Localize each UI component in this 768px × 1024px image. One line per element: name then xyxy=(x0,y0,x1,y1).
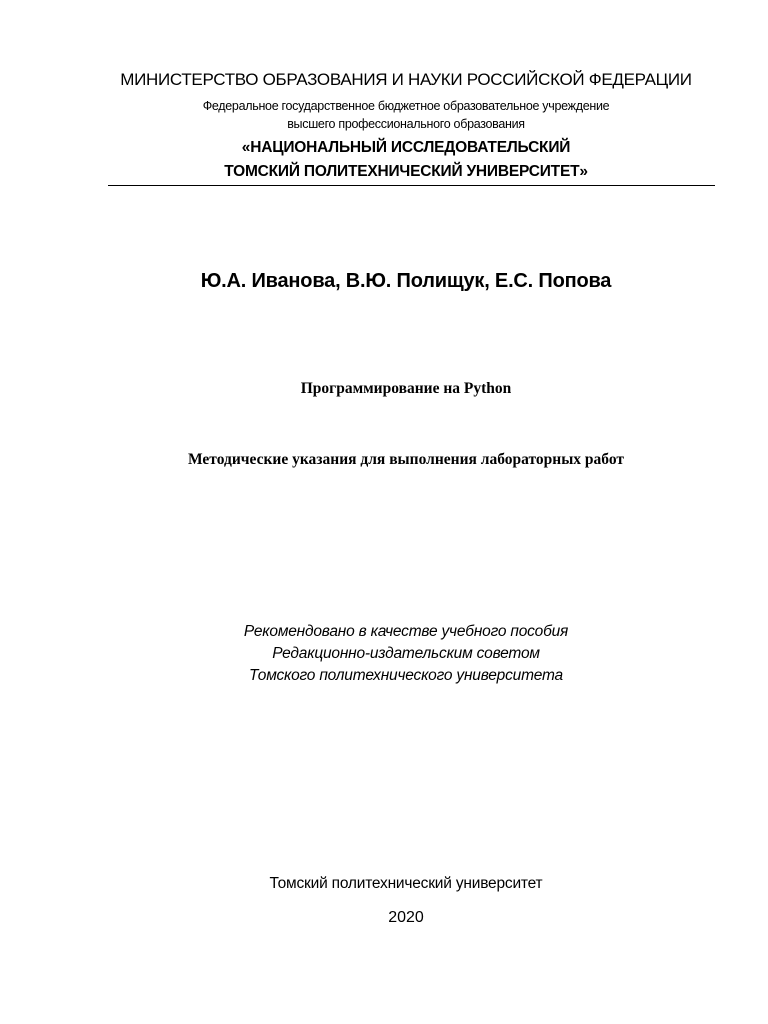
header-divider xyxy=(108,185,715,186)
institution-type-line-1: Федеральное государственное бюджетное образовательное учреждение xyxy=(202,99,610,113)
ministry-heading: МИНИСТЕРСТВО ОБРАЗОВАНИЯ И НАУКИ РОССИЙСКОЙ ФЕДЕРАЦИИ xyxy=(120,70,692,89)
university-name-line-2: ТОМСКИЙ ПОЛИТЕХНИЧЕСКИЙ УНИВЕРСИТЕТ» xyxy=(224,163,588,180)
authors: Ю.А. Иванова, В.Ю. Полищук, Е.С. Попова xyxy=(200,270,612,292)
document-title: Программирование на Python xyxy=(300,380,512,397)
institution-type-line-2: высшего профессионального образования xyxy=(287,117,525,131)
publication-year: 2020 xyxy=(388,909,424,926)
document-subtitle: Методические указания для выполнения лабораторных работ xyxy=(188,451,624,468)
university-name-line-1: «НАЦИОНАЛЬНЫЙ ИССЛЕДОВАТЕЛЬСКИЙ xyxy=(241,139,571,156)
recommendation-line-3: Томского политехнического университета xyxy=(249,667,563,684)
recommendation-line-1: Рекомендовано в качестве учебного пособия xyxy=(243,623,569,640)
recommendation-line-2: Редакционно-издательским советом xyxy=(272,645,540,662)
publisher: Томский политехнический университет xyxy=(269,875,543,892)
